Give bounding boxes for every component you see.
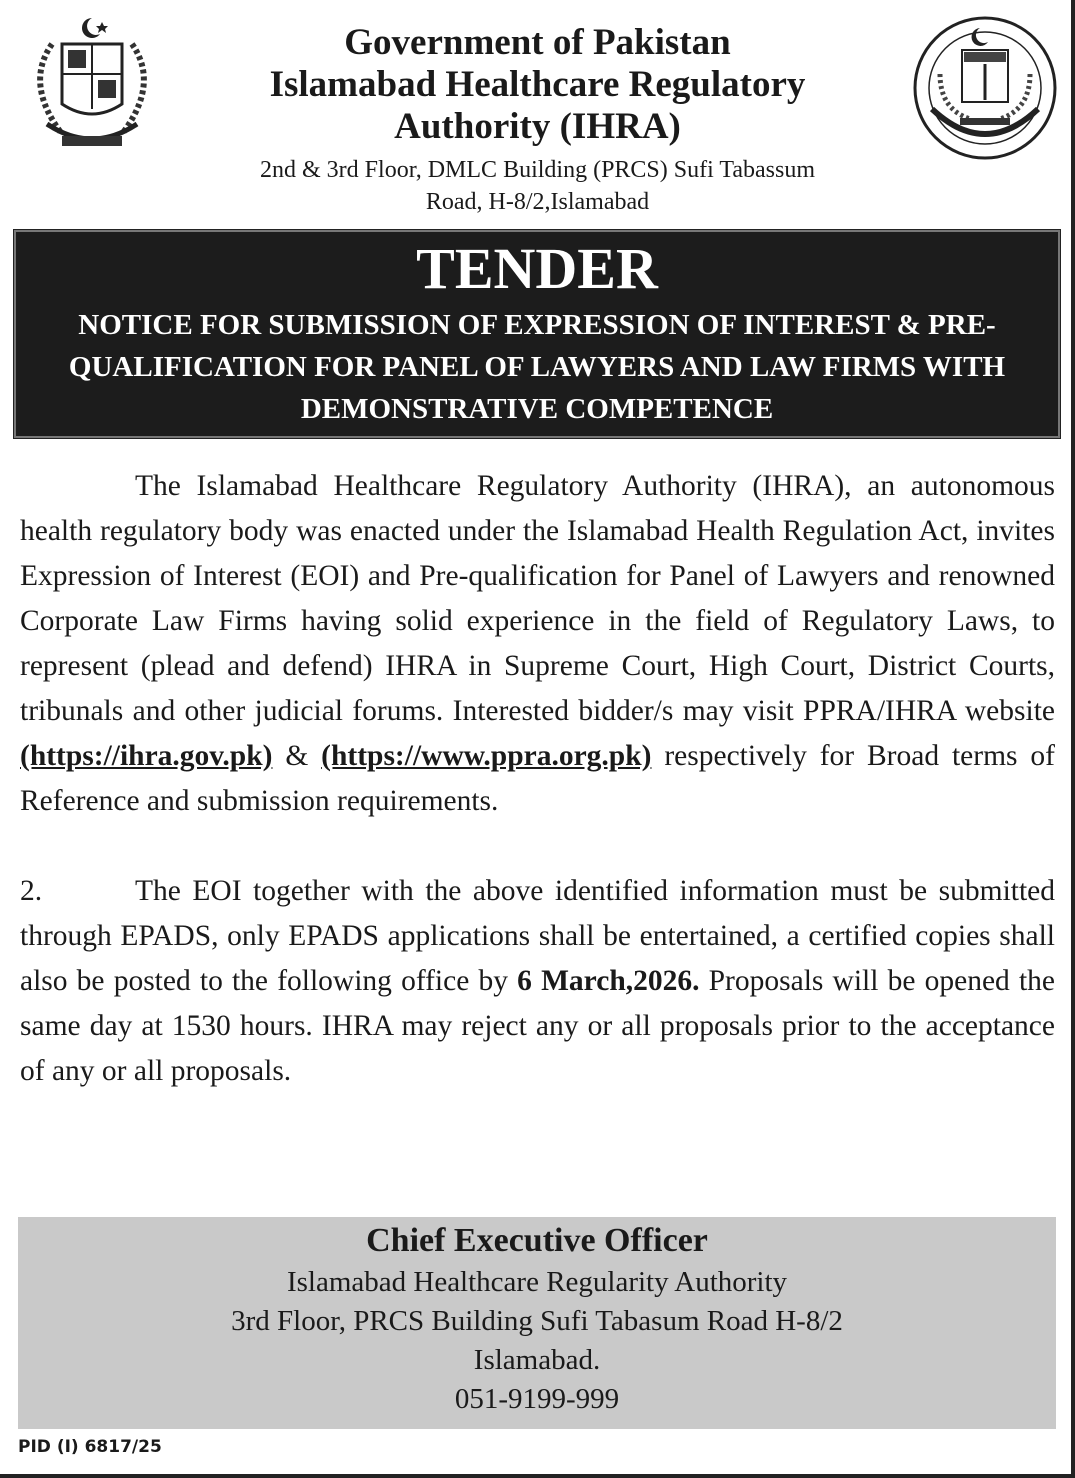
ampersand: & [272, 740, 322, 772]
tender-subtitle: NOTICE FOR SUBMISSION OF EXPRESSION OF INTEREST & PRE-QUALIFICATION FOR PANEL OF LAWYERS AND LAW FIRMS WITH DEMONSTRATIVE COMPETENCE [68, 309, 1006, 425]
paragraph-2 [20, 869, 1055, 1094]
pid-number: PID (I) 6817/25 [18, 1437, 162, 1457]
header-line-1: Government of Pakistan [344, 22, 731, 63]
signature-block [18, 1217, 1056, 1429]
header-address-2: Road, H-8/2,Islamabad [425, 189, 650, 215]
header-line-3: Authority (IHRA) [394, 106, 681, 147]
ihra-website-link[interactable]: (https://ihra.gov.pk) [20, 740, 273, 772]
header-line-2: Islamabad Healthcare Regulatory [269, 64, 806, 105]
header-address-1: 2nd & 3rd Floor, DMLC Building (PRCS) Sufi Tabassum [260, 157, 815, 183]
paragraph-number: 2. [20, 875, 43, 907]
paragraph-2-end: Proposals will be opened the same day at 1530 hours. IHRA may reject any or all proposals prior to the acceptance of any or all proposals. [20, 965, 1055, 1087]
paragraph-1-end: respectively for Broad terms of Reference and submission requirements. [20, 740, 1055, 817]
signatory-title: Chief Executive Officer [366, 1222, 708, 1259]
ppra-website-link[interactable]: (https://www.ppra.org.pk) [321, 740, 652, 772]
tender-banner [14, 230, 1060, 438]
deadline-date: 6 March,2026. [517, 965, 700, 997]
signatory-city: Islamabad. [473, 1344, 601, 1376]
paragraph-2-text: The EOI together with the above identified information must be submitted through EPADS, only EPADS applications shall be entertained, a certified copies shall also be posted to the following office by [20, 875, 1055, 997]
signatory-phone: 051-9199-999 [454, 1383, 620, 1415]
notice-body [20, 464, 1055, 1094]
signatory-org: Islamabad Healthcare Regularity Authority [286, 1266, 788, 1298]
tender-title: TENDER [416, 236, 658, 301]
signatory-address: 3rd Floor, PRCS Building Sufi Tabasum Road H-8/2 [231, 1305, 843, 1337]
letterhead [0, 22, 1075, 218]
paragraph-1 [20, 464, 1055, 824]
paragraph-1-text: The Islamabad Healthcare Regulatory Authority (IHRA), an autonomous health regulatory body was enacted under the Islamabad Health Regulation Act, invites Expression of Interest (EOI) and Pre-qualification for Panel of Lawyers and renowned Corporate Law Firms having solid experience in the field of Regulatory Laws, to represent (plead and defend) IHRA in Supreme Court, High Court, District Courts, tribunals and other judicial forums. Interested bidder/s may visit PPRA/IHRA website [20, 470, 1055, 727]
